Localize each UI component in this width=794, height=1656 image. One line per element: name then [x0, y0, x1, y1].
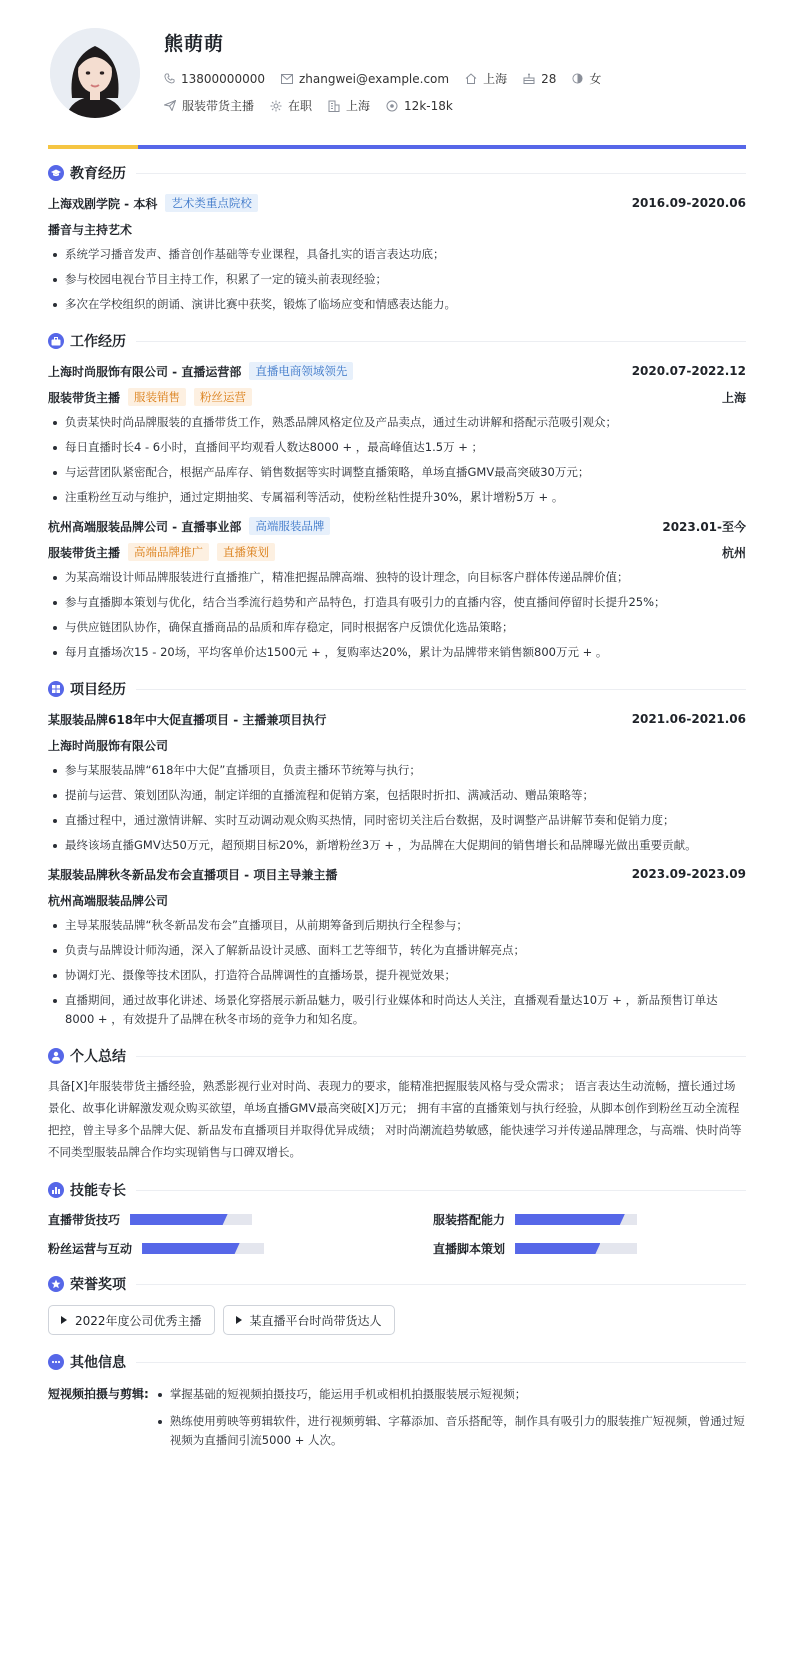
divider-blue: [138, 145, 746, 149]
work-entry-head: [48, 358, 746, 384]
section-rule: [136, 1190, 746, 1191]
medal-icon: [48, 1276, 64, 1292]
phone-text: 13800000000: [181, 71, 265, 86]
work-city: 上海: [721, 390, 746, 405]
skill-fill: [515, 1243, 600, 1254]
building-icon: [328, 100, 340, 112]
skill-item: [397, 1240, 746, 1257]
divider-gold: [48, 145, 138, 149]
section-header: [48, 672, 746, 706]
mail-icon: [281, 74, 293, 84]
school-name: 上海戏剧学院 - 本科: [48, 196, 158, 211]
skill-label: 服装搭配能力: [433, 1213, 506, 1227]
work-section: [48, 324, 746, 662]
section-header: [48, 1039, 746, 1073]
role-name: 服装带货主播: [48, 545, 121, 560]
award-chip: [48, 1305, 215, 1335]
list-item: 为某高端设计师品牌服装进行直播推广，精准把握品牌高端、独特的设计理念，向目标客户群体传递品牌价值；: [48, 568, 746, 587]
list-item: 与供应链团队协作，确保直播商品的品质和库存稳定，同时根据客户反馈优化选品策略；: [48, 618, 746, 637]
skill-label: 直播脚本策划: [433, 1242, 506, 1256]
send-icon: [164, 100, 176, 111]
section-rule: [136, 341, 746, 342]
project-entry: [48, 706, 746, 855]
work-role-row: [48, 539, 746, 565]
email-item: [281, 72, 449, 86]
salary-text: 12k-18k: [404, 98, 453, 113]
gender-text: 女: [589, 72, 602, 86]
gender-icon: [572, 73, 583, 84]
award-label: 2022年度公司优秀主播: [75, 1313, 202, 1328]
status-item: [270, 97, 312, 114]
email-text: zhangwei@example.com: [298, 71, 450, 86]
work-city: 杭州: [721, 545, 746, 560]
section-rule: [136, 1284, 746, 1285]
project-icon: [48, 681, 64, 697]
skill-label: 直播带货技巧: [48, 1213, 121, 1227]
project-date: 2023.09-2023.09: [631, 867, 746, 881]
work-date: 2023.01-至今: [662, 519, 746, 534]
profile-header: [48, 0, 746, 149]
candidate-name: 熊萌萌: [164, 33, 225, 55]
summary-text: 具备[X]年服装带货主播经验，熟悉影视行业对时尚、表现力的要求，能精准把握服装风格与受众需求； 语言表达生动流畅，擅长通过场景化、故事化讲解激发观众购买欲望，单场直播GMV最高突破[X]万元； 拥有丰富的直播策划与执行经验，从脚本创作到粉丝互动全流程把控，曾主导多个品牌大促、新品发布直播项目并取得优异成绩； 对时尚潮流趋势敏感，能快速学习并传递品牌理念，与高端、快时尚等不同类型服装品牌合作均实现销售与口碑双增长。: [48, 1079, 742, 1159]
list-item: 直播过程中，通过激情讲解、实时互动调动观众购买热情，同时密切关注后台数据，及时调整产品讲解节奏和促销力度；: [48, 811, 746, 830]
project-entry-head: [48, 861, 746, 887]
project-company-row: [48, 887, 746, 913]
section-header: [48, 1173, 746, 1207]
company-name: 上海时尚服饰有限公司 - 直播运营部: [48, 364, 242, 379]
work-bullets: [48, 568, 746, 662]
role-name: 服装带货主播: [48, 390, 121, 405]
other-section: [48, 1345, 746, 1458]
city-item: [328, 97, 370, 114]
section-title: 其他信息: [70, 1355, 126, 1371]
briefcase-icon: [48, 333, 64, 349]
role-tag: 高端品牌推广: [128, 543, 209, 561]
work-date: 2020.07-2022.12: [631, 364, 746, 378]
location-item: [465, 70, 507, 87]
home-icon: [465, 73, 477, 84]
info-icon: [48, 1354, 64, 1370]
skill-label: 粉丝运营与互动: [48, 1242, 133, 1256]
list-item: 熟练使用剪映等剪辑软件，进行视频剪辑、字幕添加、音乐搭配等，制作具有吸引力的服装推广短视频，曾通过短视频为直播间引流5000 + 人次。: [153, 1412, 746, 1450]
skill-bar: [130, 1214, 252, 1225]
section-header: [48, 324, 746, 358]
other-entry: [48, 1379, 746, 1458]
project-company: 杭州高端服装品牌公司: [48, 893, 169, 908]
list-item: 提前与运营、策划团队沟通，制定详细的直播流程和促销方案，包括限时折扣、满减活动、赠品策略等；: [48, 786, 746, 805]
education-major-row: [48, 216, 746, 242]
section-rule: [136, 1362, 746, 1363]
skill-bar: [515, 1243, 637, 1254]
role-tag: 粉丝运营: [194, 388, 252, 406]
play-icon: [236, 1316, 242, 1324]
status-text: 在职: [288, 99, 313, 113]
gender-item: [572, 70, 601, 87]
section-title: 项目经历: [70, 682, 126, 698]
section-title: 个人总结: [70, 1049, 126, 1065]
money-icon: [386, 100, 398, 112]
list-item: 注重粉丝互动与维护，通过定期抽奖、专属福利等活动，使粉丝粘性提升30%，累计增粉5万 + 。: [48, 488, 746, 507]
work-entry: [48, 513, 746, 662]
skill-item: [48, 1240, 397, 1257]
age-text: 28: [541, 71, 557, 86]
skill-item: [48, 1211, 397, 1228]
awards-section: [48, 1267, 746, 1335]
education-date: 2016.09-2020.06: [631, 196, 746, 210]
phone-icon: [164, 73, 175, 84]
education-bullets: [48, 245, 746, 314]
salary-item: [386, 99, 453, 113]
work-entry-head: [48, 513, 746, 539]
list-item: 系统学习播音发声、播音创作基础等专业课程，具备扎实的语言表达功底；: [48, 245, 746, 264]
section-title: 技能专长: [70, 1183, 126, 1199]
skill-bar: [515, 1214, 637, 1225]
work-bullets: [48, 413, 746, 507]
list-item: 负责与品牌设计师沟通，深入了解新品设计灵感、面料工艺等细节，转化为直播讲解亮点；: [48, 941, 746, 960]
other-label: 短视频拍摄与剪辑:: [48, 1387, 149, 1401]
project-bullets: [48, 761, 746, 855]
location-text: 上海: [483, 72, 508, 86]
skill-fill: [130, 1214, 228, 1225]
role-tag: 服装销售: [128, 388, 186, 406]
position-text: 服装带货主播: [182, 99, 255, 113]
list-item: 参与直播脚本策划与优化，结合当季流行趋势和产品特色，打造具有吸引力的直播内容，使直播间停留时长提升25%；: [48, 593, 746, 612]
projects-section: [48, 672, 746, 1029]
age-item: [523, 72, 556, 86]
section-header: [48, 1267, 746, 1301]
skill-bar: [142, 1243, 264, 1254]
project-company-row: [48, 732, 746, 758]
avatar: [50, 28, 140, 118]
user-icon: [48, 1048, 64, 1064]
section-header: [48, 1345, 746, 1379]
section-rule: [136, 1056, 746, 1057]
project-title: 某服装品牌秋冬新品发布会直播项目 - 项目主导兼主播: [48, 867, 338, 882]
project-company: 上海时尚服饰有限公司: [48, 738, 169, 753]
list-item: 参与某服装品牌“618年中大促”直播项目，负责主播环节统筹与执行；: [48, 761, 746, 780]
chart-icon: [48, 1182, 64, 1198]
summary-section: [48, 1039, 746, 1163]
company-tag: 直播电商领域领先: [249, 362, 353, 380]
city-text: 上海: [346, 99, 371, 113]
list-item: 主导某服装品牌“秋冬新品发布会”直播项目，从前期筹备到后期执行全程参与；: [48, 916, 746, 935]
other-bullets: [153, 1385, 746, 1458]
skill-fill: [515, 1214, 625, 1225]
role-tag: 直播策划: [217, 543, 275, 561]
project-entry: [48, 861, 746, 1029]
work-role-row: [48, 384, 746, 410]
job-intent-row: [164, 97, 469, 114]
section-rule: [136, 689, 746, 690]
major-name: 播音与主持艺术: [48, 222, 133, 237]
gear-icon: [270, 100, 282, 112]
skill-fill: [142, 1243, 240, 1254]
cake-icon: [523, 73, 535, 84]
list-item: 掌握基础的短视频拍摄技巧，能运用手机或相机拍摄服装展示短视频；: [153, 1385, 746, 1404]
section-title: 工作经历: [70, 334, 126, 350]
list-item: 负责某快时尚品牌服装的直播带货工作，熟悉品牌风格定位及产品卖点，通过生动讲解和搭配示范吸引观众；: [48, 413, 746, 432]
education-entry-head: [48, 190, 746, 216]
skills-grid: [48, 1207, 746, 1257]
section-rule: [136, 173, 746, 174]
project-bullets: [48, 916, 746, 1029]
education-section: [48, 156, 746, 314]
section-title: 教育经历: [70, 166, 126, 182]
project-entry-head: [48, 706, 746, 732]
graduation-cap-icon: [48, 165, 64, 181]
list-item: 每日直播时长4 - 6小时，直播间平均观看人数达8000 + ，最高峰值达1.5万 + ；: [48, 438, 746, 457]
phone-item: [164, 72, 265, 86]
list-item: 与运营团队紧密配合，根据产品库存、销售数据等实时调整直播策略，单场直播GMV最高突破30万元；: [48, 463, 746, 482]
header-divider: [48, 145, 746, 149]
contact-row: [164, 70, 617, 87]
position-item: [164, 97, 254, 114]
company-name: 杭州高端服装品牌公司 - 直播事业部: [48, 519, 242, 534]
list-item: 直播期间，通过故事化讲述、场景化穿搭展示新品魅力，吸引行业媒体和时尚达人关注，直播观看量达10万 + ，新品预售订单达8000 + ，有效提升了品牌在秋冬市场的竞争力和知名度。: [48, 991, 746, 1029]
play-icon: [61, 1316, 67, 1324]
skills-section: [48, 1173, 746, 1257]
section-header: [48, 156, 746, 190]
list-item: 协调灯光、摄像等技术团队，打造符合品牌调性的直播场景，提升视觉效果；: [48, 966, 746, 985]
skill-item: [397, 1211, 746, 1228]
section-title: 荣誉奖项: [70, 1277, 126, 1293]
school-tag: 艺术类重点院校: [165, 194, 258, 212]
work-entry: [48, 358, 746, 507]
company-tag: 高端服装品牌: [249, 517, 330, 535]
award-chip: [223, 1305, 395, 1335]
list-item: 最终该场直播GMV达50万元，超预期目标20%，新增粉丝3万 + ，为品牌在大促期间的销售增长和品牌曝光做出重要贡献。: [48, 836, 746, 855]
award-label: 某直播平台时尚带货达人: [249, 1313, 382, 1328]
awards-list: [48, 1301, 746, 1335]
list-item: 参与校园电视台节目主持工作，积累了一定的镜头前表现经验；: [48, 270, 746, 289]
project-date: 2021.06-2021.06: [631, 712, 746, 726]
list-item: 每月直播场次15 - 20场，平均客单价达1500元 + ，复购率达20%，累计为品牌带来销售额800万元 + 。: [48, 643, 746, 662]
list-item: 多次在学校组织的朗诵、演讲比赛中获奖，锻炼了临场应变和情感表达能力。: [48, 295, 746, 314]
project-title: 某服装品牌618年中大促直播项目 - 主播兼项目执行: [48, 712, 327, 727]
